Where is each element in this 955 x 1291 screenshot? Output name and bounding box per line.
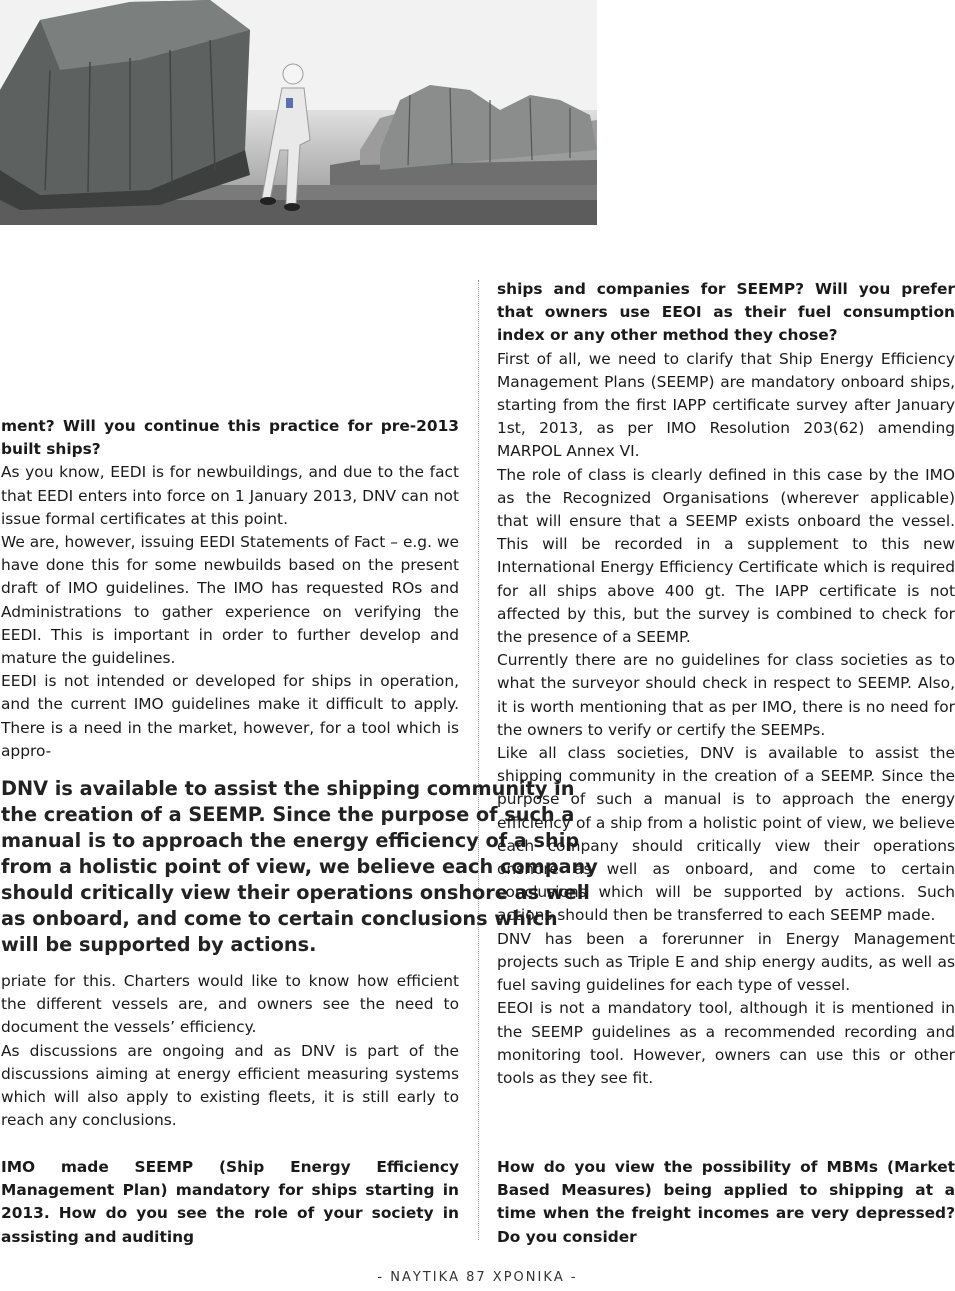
answer-paragraph: EEDI is not intended or developed for ships in operation, and the current IMO guidelines make it difficult to apply. There is a need in the market, however, for a tool which is appro- [1, 672, 459, 760]
pull-quote: DNV is available to assist the shipping community in the creation of a SEEMP. Since the purpose of such a manual is to approach the energy efficiency of a ship from a holistic point of view, we believe each company should critically view their operations onshore as well as onboard, and come to certain conclusions which will be supported by actions. [1, 777, 598, 956]
interview-question: ment? Will you continue this practice for pre-2013 built ships? [1, 417, 459, 459]
column-divider [478, 280, 479, 1240]
shipyard-photo [0, 0, 597, 225]
interview-question: ships and companies for SEEMP? Will you prefer that owners use EEOI as their fuel consumption index or any other method they chose? [497, 280, 955, 345]
page-footer: - ΝΑΥΤΙΚΑ 87 ΧΡΟΝΙΚΑ - [377, 1270, 578, 1285]
right-column [497, 278, 955, 1090]
interview-question: IMO made SEEMP (Ship Energy Efficiency Management Plan) mandatory for ships starting in 2013. How do you see the role of your society in assisting and auditing [1, 1158, 459, 1246]
shipyard-illustration [0, 0, 597, 225]
answer-paragraph: Like all class societies, DNV is available to assist the shipping community in the creation of a SEEMP. Since the purpose of such a manual is to approach the energy efficiency of a ship from a holistic point of view, we believe each company should critically view their operations onshore as well as onboard, and come to certain conclusions which will be supported by actions. Such actions should then be transferred to each SEEMP made. [497, 744, 955, 925]
answer-paragraph: EEOI is not a mandatory tool, although it is mentioned in the SEEMP guidelines as a recommended recording and monitoring tool. However, owners can use this or other tools as they see fit. [497, 999, 955, 1087]
left-column-bottom [1, 970, 459, 1132]
left-column-top [1, 415, 459, 763]
interview-question: How do you view the possibility of MBMs (Market Based Measures) being applied to shipping at a time when the freight incomes are very depressed? Do you consider [497, 1158, 955, 1246]
answer-paragraph: As you know, EEDI is for newbuildings, and due to the fact that EEDI enters into force on 1 January 2013, DNV can not issue formal certificates at this point. [1, 463, 459, 528]
answer-paragraph: First of all, we need to clarify that Ship Energy Efficiency Management Plans (SEEMP) are mandatory onboard ships, starting from the first IAPP certificate survey after January 1st, 2013, as per IMO Resolution 203(62) amending MARPOL Annex VI. [497, 349, 955, 461]
answer-paragraph: As discussions are ongoing and as DNV is part of the discussions aiming at energy efficient measuring systems which will also apply to existing fleets, it is still early to reach any conclusions. [1, 1041, 459, 1130]
answer-paragraph: We are, however, issuing EEDI Statements of Fact – e.g. we have done this for some newbuilds based on the present draft of IMO guidelines. The IMO has requested ROs and Administrations to gather experience on verifying the EEDI. This is important in order to further develop and mature the guidelines. [1, 533, 459, 668]
answer-paragraph: priate for this. Charters would like to know how efficient the different vessels are, and owners see the need to document the vessels’ efficiency. [1, 972, 459, 1037]
answer-paragraph: DNV has been a forerunner in Energy Management projects such as Triple E and ship energy audits, as well as fuel saving guidelines for each type of vessel. [497, 929, 955, 995]
answer-paragraph: The role of class is clearly defined in this case by the IMO as the Recognized Organisations (wherever applicable) that will ensure that a SEEMP exists onboard the vessel. This will be recorded in a supplement to this new International Energy Efficiency Certificate which is required for all ships above 400 gt. The IAPP certificate is not affected by this, but the survey is combined to check for the presence of a SEEMP. [497, 465, 955, 647]
answer-paragraph: Currently there are no guidelines for class societies as to what the surveyor should check in respect to SEEMP. Also, it is worth mentioning that as per IMO, there is no need for the owners to verify or certify the SEEMPs. [497, 651, 955, 739]
